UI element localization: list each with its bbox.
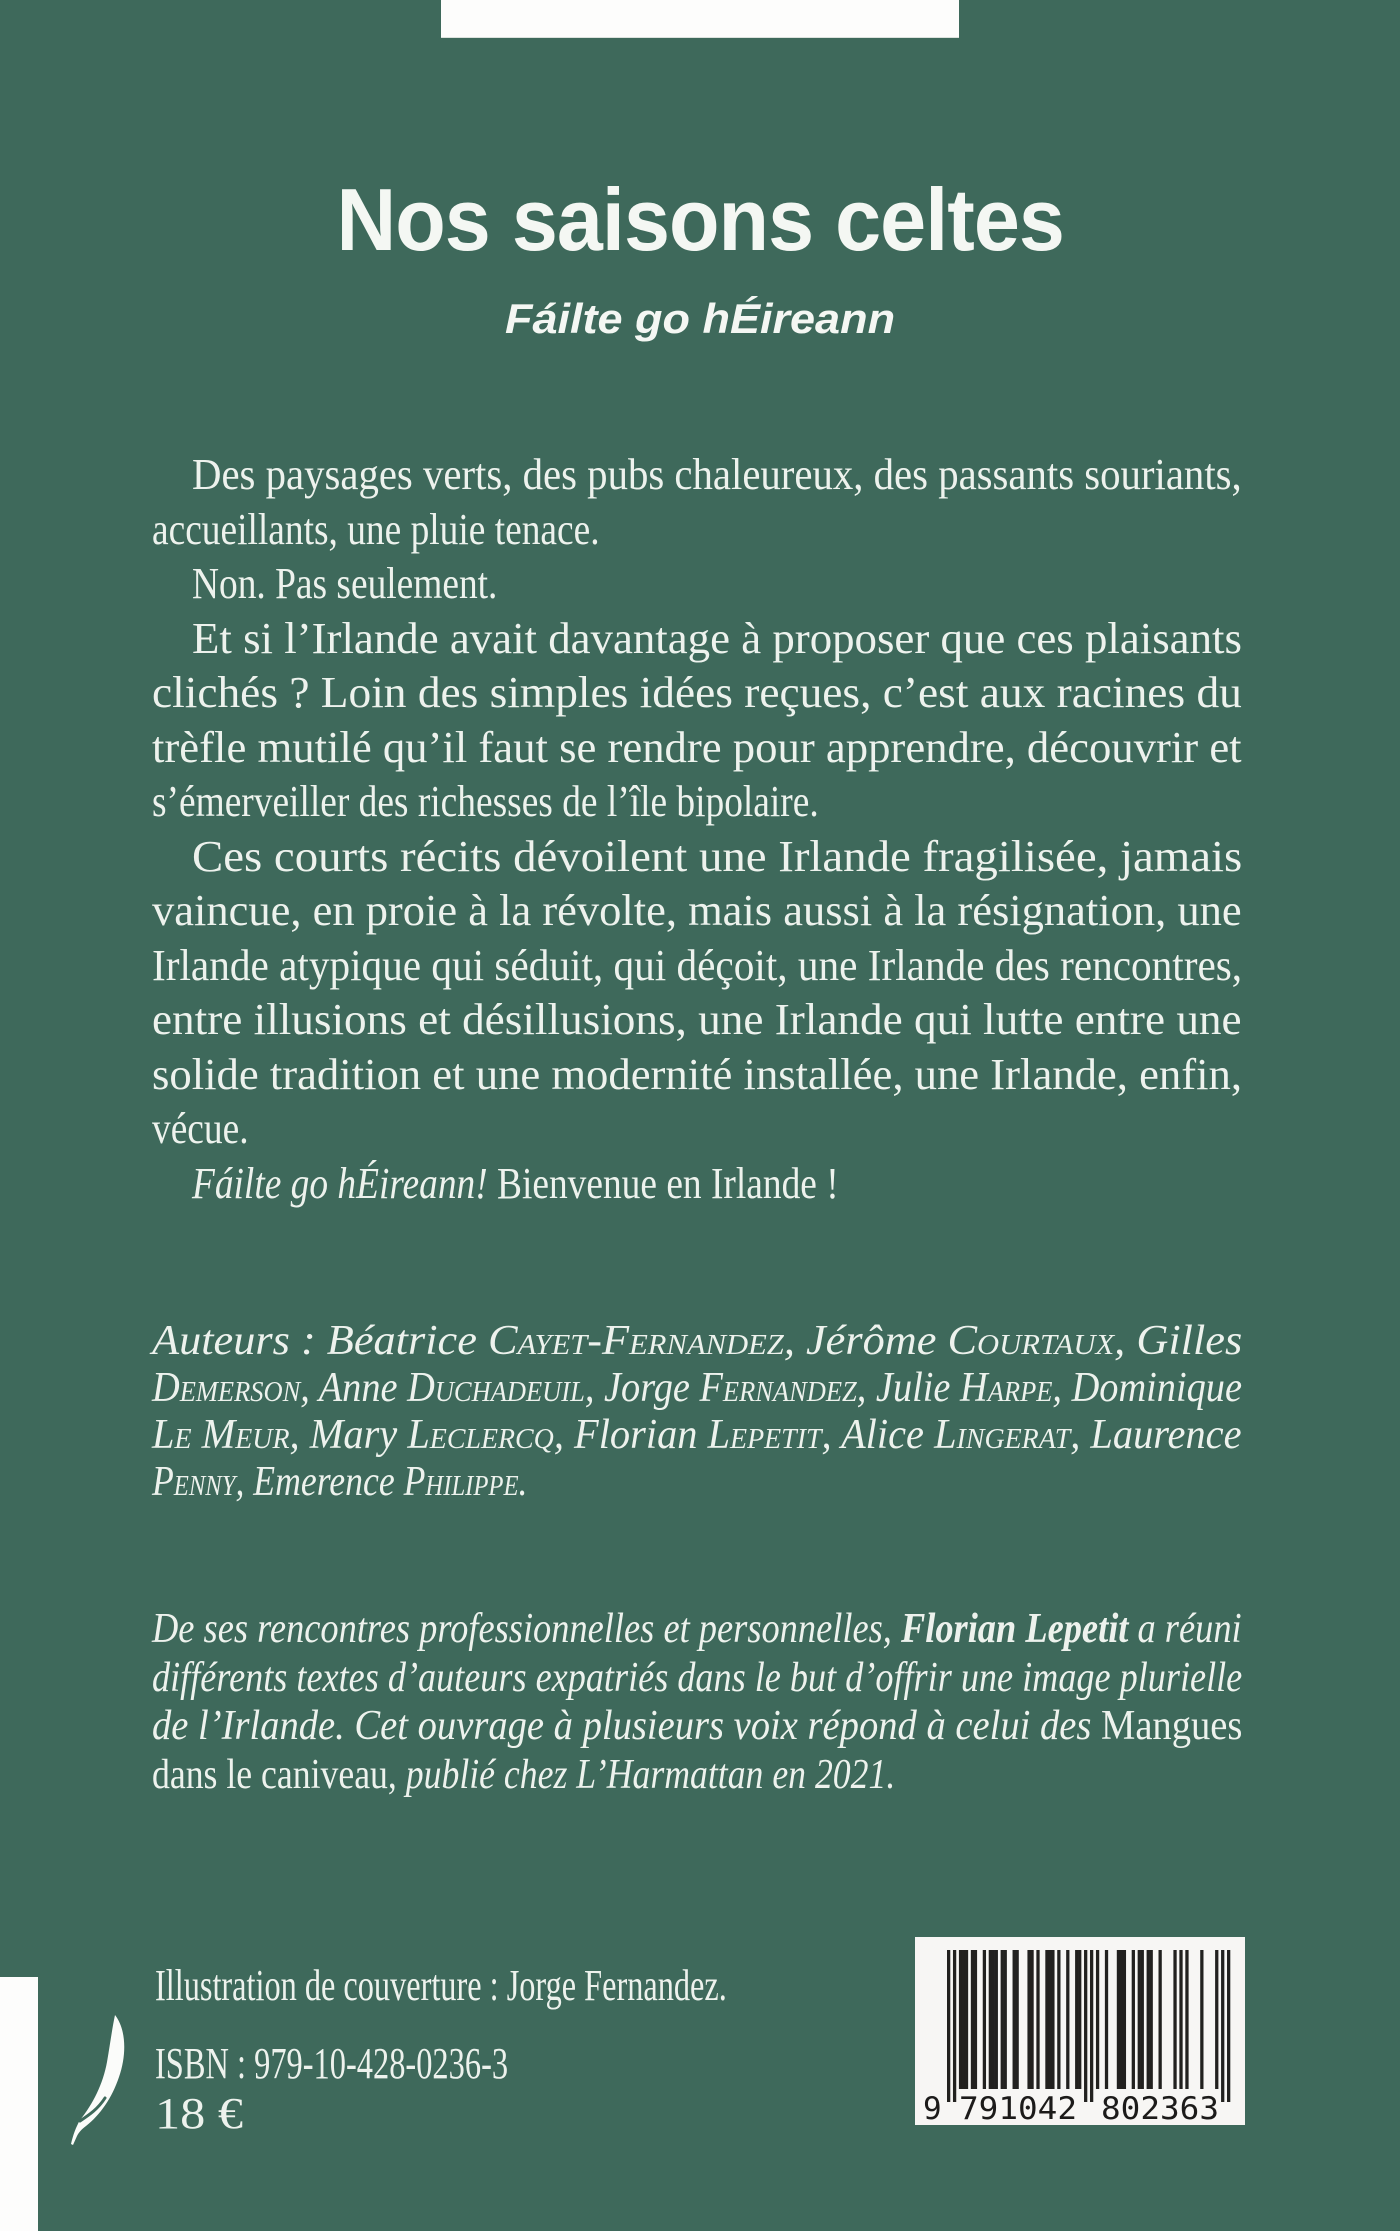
text-line: accueillants, une pluie tenace.: [152, 504, 600, 554]
isbn-line: [155, 2040, 634, 2088]
illustration-credit: [155, 1962, 934, 2010]
text-line: Fáilte go hÉireann! Bienvenue en Irlande !: [192, 1158, 839, 1208]
authors-paragraph: [152, 1318, 1242, 1506]
book-title-text: Nos saisons celtes: [336, 170, 1064, 269]
barcode-digits-right: 802363: [1101, 2091, 1219, 2125]
book-subtitle: [0, 295, 1400, 342]
price-text: 18 €: [155, 2089, 244, 2138]
text-line: Des paysages verts, des pubs chaleureux, des passants souriants,: [192, 450, 1242, 499]
synopsis-paragraphs: [152, 448, 1242, 1211]
editor-bio-paragraph: [152, 1605, 1242, 1799]
scan-white-edge-top: [441, 0, 959, 38]
quill-feather-icon: [68, 2014, 130, 2146]
text-line: différents textes d’auteurs expatriés dans le but d’offrir une image plurielle: [152, 1654, 1243, 1701]
text-line: de l’Irlande. Cet ouvrage à plusieurs voix répond à celui des Mangues: [152, 1703, 1243, 1749]
text-line: vécue.: [152, 1104, 249, 1153]
barcode-digits-left: 791042: [959, 2091, 1077, 2125]
text-line: Le Meur, Mary Leclercq, Florian Lepetit, Alice Lingerat, Laurence: [152, 1412, 1242, 1458]
price-line: [155, 2089, 244, 2138]
text-line: vaincue, en proie à la révolte, mais aussi à la résignation, une: [152, 886, 1242, 935]
text-line: Et si l’Irlande avait davantage à proposer que ces plaisants: [192, 613, 1242, 663]
scan-white-edge-left: [0, 1977, 38, 2231]
barcode-bars: [947, 1950, 1230, 2102]
illustration-credit-text: Illustration de couverture : Jorge Fernandez.: [155, 1961, 727, 2010]
text-line: Auteurs : Béatrice Cayet-Fernandez, Jérôme Courtaux, Gilles: [152, 1318, 1243, 1364]
text-line: Demerson, Anne Duchadeuil, Jorge Fernandez, Julie Harpe, Dominique: [152, 1365, 1242, 1411]
text-line: trèfle mutilé qu’il faut se rendre pour apprendre, découvrir et: [152, 722, 1242, 772]
isbn-text: ISBN : 979-10-428-0236-3: [155, 2039, 509, 2088]
text-line: s’émerveiller des richesses de l’île bipolaire.: [152, 777, 819, 826]
text-line: Ces courts récits dévoilent une Irlande fragilisée, jamais: [192, 831, 1243, 881]
text-line: clichés ? Loin des simples idées reçues, c’est aux racines du: [152, 668, 1242, 717]
barcode: [915, 1937, 1245, 2125]
book-title: [0, 170, 1400, 269]
text-line: dans le caniveau, publié chez L’Harmattan en 2021.: [152, 1751, 896, 1798]
text-line: Non. Pas seulement.: [192, 559, 498, 608]
text-line: solide tradition et une modernité installée, une Irlande, enfin,: [152, 1049, 1242, 1099]
barcode-digit-first: 9: [923, 2091, 942, 2125]
text-line: Irlande atypique qui séduit, qui déçoit, une Irlande des rencontres,: [152, 940, 1243, 990]
text-line: Penny, Emerence Philippe.: [152, 1459, 528, 1505]
text-line: entre illusions et désillusions, une Irlande qui lutte entre une: [152, 995, 1242, 1044]
text-line: De ses rencontres professionnelles et personnelles, Florian Lepetit a réuni: [152, 1606, 1242, 1652]
book-subtitle-text: Fáilte go hÉireann: [504, 295, 896, 342]
